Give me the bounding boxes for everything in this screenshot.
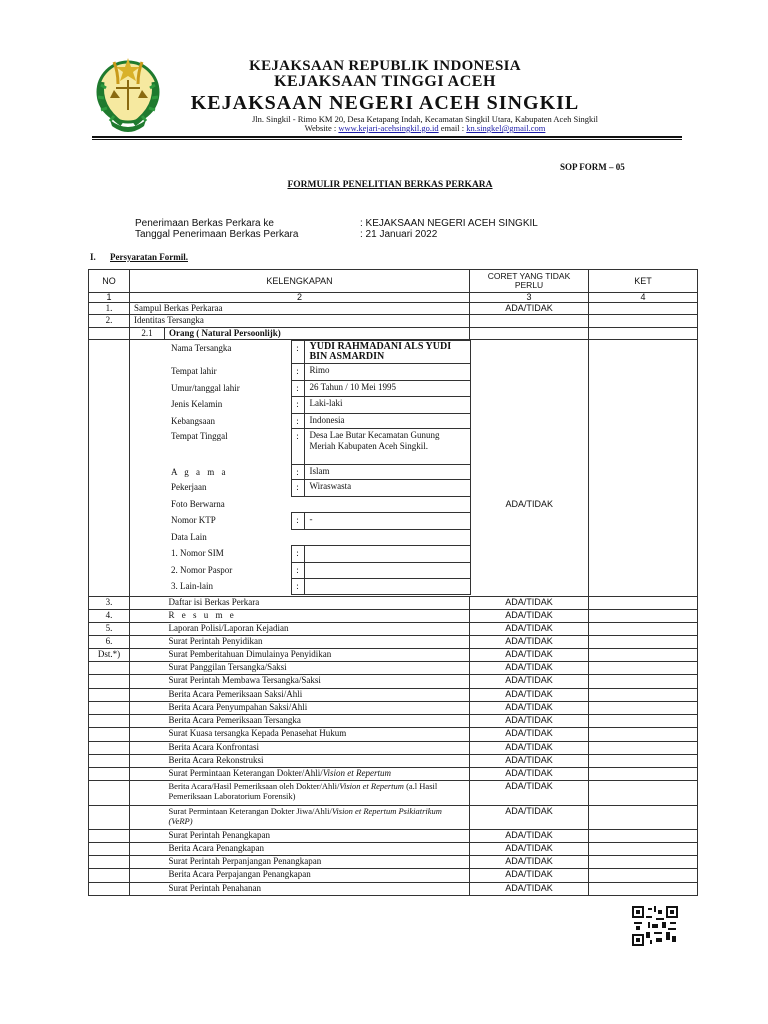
row-status[interactable]: ADA/TIDAK (470, 883, 589, 896)
column-number: 2 (130, 293, 470, 303)
row-ket[interactable] (589, 623, 698, 636)
subject-row (171, 381, 588, 397)
subject-row (171, 364, 588, 381)
row-item-text: Surat Permintaan Keterangan Dokter/Ahli/ (168, 768, 323, 778)
letterhead-rule (92, 136, 682, 138)
subject-status[interactable] (470, 546, 588, 563)
row-item-text: Surat Kuasa tersangka Kepada Penasehat Hukum (168, 728, 347, 738)
table-row (89, 315, 698, 328)
subject-status[interactable] (470, 341, 588, 364)
table-row (89, 755, 698, 768)
row-ket[interactable] (589, 610, 698, 623)
row-number: 4. (89, 610, 130, 623)
subject-row (171, 530, 588, 546)
table-row (89, 597, 698, 610)
subject-colon: : (291, 381, 304, 397)
row-ket[interactable] (589, 768, 698, 781)
subject-value-field[interactable]: - (304, 513, 470, 530)
row-number (89, 869, 130, 883)
subsection-number: 2.1 (130, 328, 165, 340)
row-item-text: Surat Permintaan Keterangan Dokter Jiwa/Ahli/ (168, 806, 332, 816)
row-item-text: Laporan Polisi/Laporan Kejadian (168, 623, 289, 633)
table-row (89, 869, 698, 883)
row-item: Identitas Tersangka (130, 315, 470, 328)
subject-row (171, 579, 588, 595)
table-row (89, 303, 698, 315)
form-title: FORMULIR PENELITIAN BERKAS PERKARA (287, 180, 493, 190)
subject-label: Nomor KTP (171, 514, 216, 525)
subject-status[interactable] (470, 414, 588, 429)
letterhead-line-3: KEJAKSAAN NEGERI ACEH SINGKIL (190, 92, 580, 114)
subject-row (171, 497, 588, 513)
table-row (89, 806, 698, 830)
subject-label: Pekerjaan (171, 481, 207, 492)
row-item-text: Berita Acara Konfrontasi (168, 742, 259, 752)
subject-value-field[interactable]: Desa Lae Butar Kecamatan Gunung Meriah Kabupaten Aceh Singkil. (304, 429, 470, 465)
subject-status[interactable] (470, 579, 588, 595)
row-status[interactable]: ADA/TIDAK (470, 597, 589, 610)
row-status[interactable]: ADA/TIDAK (470, 856, 589, 869)
subject-label: Umur/tanggal lahir (171, 382, 240, 393)
subject-value-field[interactable]: Wiraswasta (304, 480, 470, 497)
letterhead-line-1: KEJAKSAAN REPUBLIK INDONESIA (249, 58, 521, 74)
table-row (89, 830, 698, 843)
table-row (89, 715, 698, 728)
subject-colon: : (291, 546, 304, 563)
table-row (89, 610, 698, 623)
row-item: Sampul Berkas Perkaraa (130, 303, 470, 315)
letterhead-rule-thin (92, 139, 682, 140)
letterhead-contacts (200, 123, 650, 133)
row-item-text: Daftar isi Berkas Perkara (168, 597, 260, 607)
section-title: Persyaratan Formil. (110, 252, 188, 262)
header-no: NO (89, 270, 130, 293)
subject-label: Nama Tersangka (171, 342, 232, 353)
row-ket[interactable] (589, 830, 698, 843)
row-status[interactable]: ADA/TIDAK (470, 728, 589, 742)
row-status[interactable]: ADA/TIDAK (470, 742, 589, 755)
row-ket[interactable] (589, 689, 698, 702)
table-row (89, 856, 698, 869)
qr-code-icon (632, 906, 678, 946)
table-row (89, 781, 698, 806)
row-number (89, 883, 130, 896)
row-item-text: Surat Perintah Penahanan (168, 883, 261, 893)
row-status[interactable]: ADA/TIDAK (470, 662, 589, 675)
row-ket[interactable] (589, 597, 698, 610)
row-status[interactable]: ADA/TIDAK (470, 869, 589, 883)
row-item-text: Berita Acara Penangkapan (168, 843, 264, 853)
subject-colon: : (291, 513, 304, 530)
row-number: 6. (89, 636, 130, 649)
row-number (89, 830, 130, 843)
row-number: 2. (89, 315, 130, 328)
table-row (89, 689, 698, 702)
requirements-table (88, 269, 698, 896)
row-number (89, 781, 130, 806)
table-row (89, 883, 698, 896)
row-ket[interactable] (589, 662, 698, 675)
row-number (89, 806, 130, 830)
row-item-tail: (a.l Hasil Pemeriksaan Laboratorium Forensik) (168, 781, 438, 801)
subject-colon: : (291, 364, 304, 381)
row-status[interactable]: ADA/TIDAK (470, 715, 589, 728)
info-value-1: : KEJAKSAAN NEGERI ACEH SINGKIL (360, 218, 538, 229)
header-ket: KET (589, 270, 698, 293)
email-link[interactable]: kn.singkel@gmail.com (466, 123, 546, 133)
subject-label: Foto Berwarna (171, 498, 225, 509)
row-number (89, 843, 130, 856)
subject-identity-row (89, 340, 698, 597)
subject-row (171, 397, 588, 414)
row-item-text: Surat Perintah Membawa Tersangka/Saksi (168, 675, 321, 685)
row-item-text: R e s u m e (168, 610, 237, 620)
row-status[interactable]: ADA/TIDAK (470, 623, 589, 636)
subject-status[interactable] (470, 381, 588, 397)
subject-row (171, 480, 588, 497)
row-number (89, 728, 130, 742)
row-number (89, 702, 130, 715)
row-item-text: Berita Acara Rekonstruksi (168, 755, 264, 765)
row-status[interactable]: ADA/TIDAK (470, 830, 589, 843)
table-row (89, 623, 698, 636)
subject-colon: : (291, 341, 304, 364)
subject-row (171, 513, 588, 530)
subject-value-field[interactable] (304, 530, 470, 546)
row-ket[interactable] (589, 715, 698, 728)
kejaksaan-emblem-icon (92, 52, 164, 132)
subject-status[interactable] (470, 465, 588, 480)
row-ket[interactable] (589, 702, 698, 715)
subject-label: Jenis Kelamin (171, 398, 223, 409)
subject-colon: : (291, 465, 304, 480)
row-number: Dst.*) (89, 649, 130, 662)
row-item-text: Berita Acara Pemeriksaan Saksi/Ahli (168, 689, 303, 699)
subject-row (171, 563, 588, 579)
row-item-text: Berita Acara Penyumpahan Saksi/Ahli (168, 702, 308, 712)
table-row (89, 742, 698, 755)
row-item-text: Surat Perintah Penyidikan (168, 636, 263, 646)
subject-value-field[interactable]: 26 Tahun / 10 Mei 1995 (304, 381, 470, 397)
row-number: 1. (89, 303, 130, 315)
subject-value-field[interactable]: YUDI RAHMADANI ALS YUDI BIN ASMARDIN (304, 341, 470, 364)
row-status[interactable]: ADA/TIDAK (470, 702, 589, 715)
subject-identity-table (171, 340, 588, 595)
subject-value-field[interactable]: Indonesia (304, 414, 470, 429)
subject-row (171, 341, 588, 364)
subject-value-field[interactable] (304, 546, 470, 563)
section-number: I. (90, 252, 96, 262)
subject-colon: : (291, 429, 304, 465)
row-ket[interactable] (589, 315, 698, 328)
table-row (89, 636, 698, 649)
subject-status[interactable] (470, 530, 588, 546)
table-row (89, 702, 698, 715)
subject-value-field[interactable]: Rimo (304, 364, 470, 381)
subject-value-field[interactable] (304, 497, 470, 513)
row-number (89, 675, 130, 689)
row-status[interactable]: ADA/TIDAK (470, 768, 589, 781)
row-item-italic: Vision et Repertum Psikiatrikum (VeRP) (168, 806, 442, 826)
info-label-1: Penerimaan Berkas Perkara ke (135, 218, 274, 229)
row-status[interactable]: ADA/TIDAK (470, 689, 589, 702)
subject-value-field[interactable]: Laki-laki (304, 397, 470, 414)
row-ket[interactable] (589, 843, 698, 856)
table-row (89, 662, 698, 675)
row-ket[interactable] (589, 728, 698, 742)
subject-colon: : (291, 397, 304, 414)
subject-colon: : (291, 480, 304, 497)
email-label: email : (440, 123, 465, 133)
subject-status[interactable] (470, 480, 588, 497)
row-item-text: Surat Perintah Perpanjangan Penangkapan (168, 856, 322, 866)
row-item-text: Berita Acara/Hasil Pemeriksaan oleh Dokter/Ahli/ (168, 781, 340, 791)
table-row (89, 675, 698, 689)
subject-status[interactable] (470, 563, 588, 579)
subject-label: 2. Nomor Paspor (171, 564, 233, 575)
row-number: 3. (89, 597, 130, 610)
row-item-italic: Vision et Repertum (339, 781, 404, 791)
row-number (89, 689, 130, 702)
website-label: Website : (304, 123, 337, 133)
row-item-text: Berita Acara Perpajangan Penangkapan (168, 869, 311, 879)
subject-status[interactable]: ADA/TIDAK (470, 497, 588, 513)
row-ket[interactable] (589, 883, 698, 896)
row-number (89, 856, 130, 869)
row-number (89, 715, 130, 728)
row-status[interactable]: ADA/TIDAK (470, 843, 589, 856)
table-row (89, 328, 698, 340)
subject-label: A g a m a (171, 466, 228, 477)
subject-label: 1. Nomor SIM (171, 547, 224, 558)
subject-label: Kebangsaan (171, 415, 215, 426)
row-ket[interactable] (589, 303, 698, 315)
subject-status[interactable] (470, 364, 588, 381)
subject-colon: : (291, 579, 304, 595)
subject-colon: : (291, 414, 304, 429)
row-status[interactable]: ADA/TIDAK (470, 610, 589, 623)
row-number (89, 662, 130, 675)
row-status[interactable]: ADA/TIDAK (470, 675, 589, 689)
row-item-text: Berita Acara Pemeriksaan Tersangka (168, 715, 301, 725)
subject-colon (291, 497, 304, 513)
website-link[interactable]: www.kejari-acehsingkil.go.id (338, 123, 439, 133)
table-row (89, 649, 698, 662)
header-kelengkapan: KELENGKAPAN (130, 270, 470, 293)
subject-status[interactable] (470, 513, 588, 530)
row-number (89, 755, 130, 768)
subject-label: 3. Lain-lain (171, 580, 213, 591)
table-row (89, 843, 698, 856)
row-status[interactable]: ADA/TIDAK (470, 303, 589, 315)
row-status[interactable]: ADA/TIDAK (470, 636, 589, 649)
column-number: 4 (589, 293, 698, 303)
subject-label: Data Lain (171, 531, 207, 542)
subject-colon (291, 530, 304, 546)
subject-row (171, 465, 588, 480)
row-number (89, 742, 130, 755)
row-status[interactable] (470, 315, 589, 328)
info-label-2: Tanggal Penerimaan Berkas Perkara (135, 229, 299, 240)
subject-row (171, 546, 588, 563)
row-ket[interactable] (589, 636, 698, 649)
column-number: 1 (89, 293, 130, 303)
row-ket[interactable] (589, 742, 698, 755)
row-status[interactable]: ADA/TIDAK (470, 781, 589, 806)
row-number: 5. (89, 623, 130, 636)
column-number: 3 (470, 293, 589, 303)
row-number (89, 768, 130, 781)
subject-label: Tempat Tinggal (171, 430, 228, 441)
row-ket[interactable] (589, 755, 698, 768)
subject-row (171, 429, 588, 465)
row-ket[interactable] (589, 806, 698, 830)
table-row (89, 768, 698, 781)
row-status[interactable]: ADA/TIDAK (470, 806, 589, 830)
subject-colon: : (291, 563, 304, 579)
row-ket[interactable] (589, 856, 698, 869)
row-item-italic: Vision et Repertum (322, 768, 392, 778)
form-code: SOP FORM – 05 (560, 162, 625, 172)
row-status[interactable]: ADA/TIDAK (470, 649, 589, 662)
row-ket[interactable] (589, 649, 698, 662)
letterhead-line-2: KEJAKSAAN TINGGI ACEH (274, 73, 496, 90)
subject-status[interactable] (470, 429, 588, 465)
subject-value-field[interactable] (304, 579, 470, 595)
row-ket[interactable] (589, 675, 698, 689)
subject-label: Tempat lahir (171, 365, 217, 376)
subject-row (171, 414, 588, 429)
header-coret: CORET YANG TIDAK PERLU (470, 270, 589, 293)
subsection-label: Orang ( Natural Persoonlijk) (165, 328, 470, 340)
letterhead-address: Jln. Singkil - Rimo KM 20, Desa Ketapang Indah, Kecamatan Singkil Utara, Kabupaten Aceh Singkil (251, 114, 599, 124)
row-item-text: Surat Panggilan Tersangka/Saksi (168, 662, 287, 672)
row-item-text: Surat Perintah Penangkapan (168, 830, 270, 840)
subject-value-field[interactable]: Islam (304, 465, 470, 480)
table-row (89, 728, 698, 742)
row-ket[interactable] (589, 781, 698, 806)
row-status[interactable]: ADA/TIDAK (470, 755, 589, 768)
subject-value-field[interactable] (304, 563, 470, 579)
row-ket[interactable] (589, 869, 698, 883)
row-item-text: Surat Pemberitahuan Dimulainya Penyidikan (168, 649, 332, 659)
subject-status[interactable] (470, 397, 588, 414)
info-value-2: : 21 Januari 2022 (360, 229, 438, 240)
